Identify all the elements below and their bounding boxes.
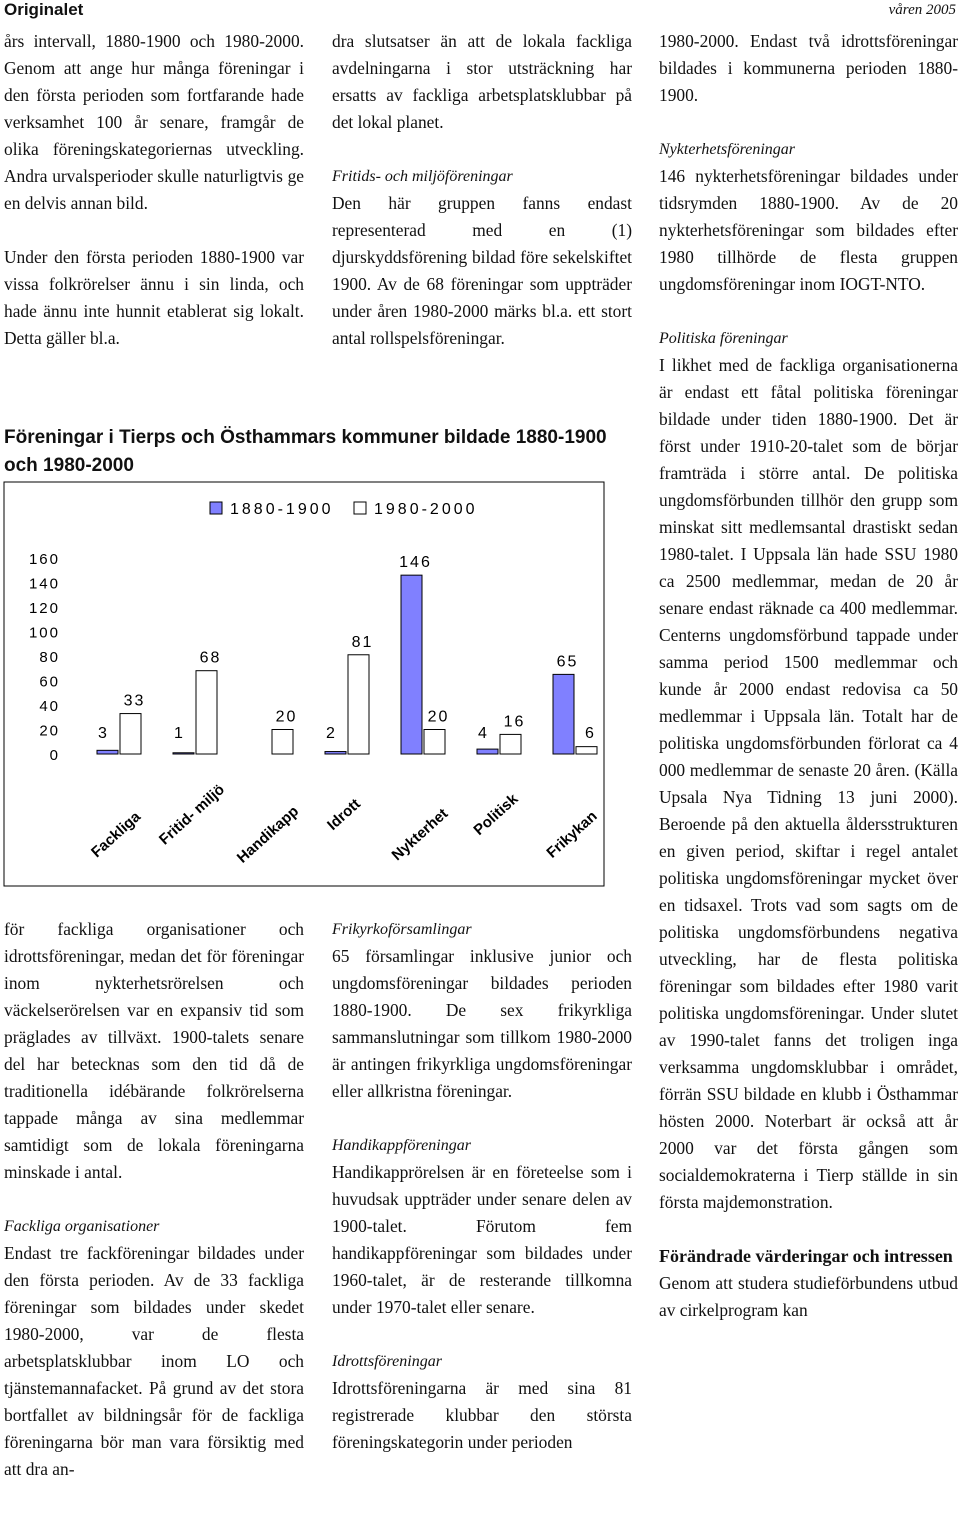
data-label: 33 <box>123 692 146 710</box>
column-3 <box>659 28 958 1324</box>
paragraph: 146 nykterhetsföreningar bildades under tidsrymden 1880-1900. Av de 20 nykterhetsföreningar som bildades efter 1980 tillhörde de flesta gruppen ungdomsföreningar inom IOGT-NTO. <box>659 166 958 294</box>
data-label: 1 <box>174 725 185 742</box>
section-heading-idrott: Idrottsföreningar <box>332 1353 442 1370</box>
y-tick-label: 140 <box>28 575 60 593</box>
y-tick-label: 60 <box>39 673 60 691</box>
x-tick-label: Fackliga <box>87 808 144 862</box>
column-1-bottom <box>4 916 304 1483</box>
paragraph: 1980-2000. Endast två idrottsföreningar bildades i kommunerna perioden 1880-1900. <box>659 31 958 105</box>
header-source-label: Originalet <box>4 0 84 19</box>
bar <box>196 671 217 754</box>
data-label: 2 <box>326 725 337 742</box>
data-label: 68 <box>199 649 222 667</box>
section-heading-forandrade: Förändrade värderingar och intressen <box>659 1246 953 1266</box>
bar <box>325 752 346 754</box>
x-tick-label: Frikykan <box>543 807 601 862</box>
paragraph: Under den första perioden 1880-1900 var vissa folkrörelser ännu i sin linda, och hade ännu inte hunnit etablerat sig lokalt. Detta gäller bl.a. <box>4 247 304 348</box>
legend-swatch <box>354 502 366 514</box>
bar <box>272 730 293 755</box>
legend-label: 1980-2000 <box>374 501 478 518</box>
paragraph: dra slutsatser än att de lokala fackliga avdelningarna i stor utsträckning har ersatts av fackliga arbetsplatsklubbar på det lokal planet. <box>332 31 632 132</box>
data-label: 16 <box>503 713 526 731</box>
data-label: 6 <box>585 725 596 742</box>
y-tick-label: 80 <box>39 649 60 666</box>
column-2-bottom <box>332 916 632 1456</box>
bar-chart <box>0 478 640 890</box>
paragraph: 65 församlingar inklusive junior och ungdomsföreningar bildades perioden 1880-1900. De sex frikyrkliga sammanslutningar som tillkom 1980-2000 är antingen frikyrkliga ungdomsföreningar eller allkristna föreningar. <box>332 946 632 1101</box>
column-1-top <box>4 28 304 352</box>
legend-swatch <box>210 502 222 514</box>
data-label: 65 <box>556 653 579 671</box>
paragraph: Den här gruppen fanns endast representerad med en (1) djurskyddsförening bildad före sekelskiftet 1900. Av de 68 föreningar som uppträder under åren 1980-2000 märks bl.a. ett stort antal rollspelsföreningar. <box>332 193 632 348</box>
x-tick-label: Nykterhet <box>388 805 452 865</box>
chart-frame <box>4 482 604 886</box>
x-tick-label: Idrott <box>324 795 364 834</box>
chart-title: Föreningar i Tierps och Östhammars kommuner bildade 1880-1900 och 1980-2000 <box>4 427 607 476</box>
data-label: 146 <box>399 554 432 572</box>
section-heading-handikapp: Handikappföreningar <box>332 1137 471 1154</box>
y-tick-label: 0 <box>49 747 60 764</box>
y-tick-label: 100 <box>28 624 60 642</box>
paragraph: I likhet med de fackliga organisationerna är endast ett fåtal politiska föreningar bildade under tiden 1880-1900. Det är först under 1910-20-talet som de börjar framträda i större antal. De politiska ungdomsförbunden tillhör den grupp som minskat sitt medlemsantal drastiskt sedan 1980-talet. I Uppsala län hade SSU 1980 ca 2500 medlemmar, medan de 20 år senare endast räknade ca 400 medlemmar. Centerns ungdomsförbund tappade under samma period 1500 medlemmar och kunde år 2000 endast redovisa ca 50 medlemmar i Uppsala län. Totalt har de politiska ungdomsförbunden förlorat ca 4 000 medlemmar de senaste 20 åren. (Källa Upsala Nya Tidning 13 juni 2000). Beroende på den aktuella åldersstrukturen en given period, skiftar i regel antalet politiska ungdomsföreningar mycket över en tidsaxel. Trots vad som sagts om de politiska ungdomsförbundens negativa utveckling, har de flesta politiska föreningar som bildades efter 1980 varit politiska ungdomsföreningar. Under slutet av 1990-talet fanns det troligen inga verksamma ungdomsklubbar i området, förrän SSU bildade en klubb i Östhammar hösten 2000. Noterbart är också att år 2000 var det första gången som socialdemokraterna i Tierp ställde in sin första majdemonstration. <box>659 355 958 1212</box>
y-tick-label: 160 <box>28 551 60 568</box>
paragraph: Idrottsföreningarna är med sina 81 registrerade klubbar den största föreningskategorin under perioden <box>332 1378 632 1452</box>
bar <box>553 674 574 754</box>
x-tick-label: Handikapp <box>233 802 303 867</box>
bar <box>401 575 422 754</box>
paragraph: års intervall, 1880-1900 och 1980-2000. Genom att ange hur många föreningar i den första perioden som fortfarande hade verksamhet 100 år senare, framgår de olika föreningskategoriernas utveckling. Andra urvalsperioder skulle naturligtvis ge en delvis annan bild. <box>4 31 304 213</box>
bar <box>173 753 194 754</box>
data-label: 20 <box>275 708 298 726</box>
y-tick-label: 40 <box>39 698 60 715</box>
data-label: 3 <box>98 725 109 742</box>
paragraph: för fackliga organisationer och idrottsföreningar, medan det för föreningar inom nykterhetsrörelsen och väckelserörelsen var en expansiv tid som präglades av tillväxt. 1900-talets senare del har betecknas som den tid då de traditionella idébärande folkrörelserna tappade många av sina medlemmar samtidigt som de lokala föreningarna minskade i antal. <box>4 919 304 1182</box>
paragraph: Genom att studera studieförbundens utbud av cirkelprogram kan <box>659 1273 958 1320</box>
paragraph: Handikapprörelsen är en företeelse som i huvudsak uppträder under senare delen av 1900-talet. Förutom fem handikappföreningar som bildades under 1960-talet, är de resterande tillkomna under 1970-talet eller senare. <box>332 1162 632 1317</box>
x-tick-label: Fritid- miljö <box>155 781 229 849</box>
bar <box>97 750 118 754</box>
section-heading-fack: Fackliga organisationer <box>4 1218 160 1235</box>
data-label: 20 <box>427 708 450 726</box>
column-2-top <box>332 28 632 352</box>
bar <box>120 714 141 754</box>
data-label: 81 <box>351 633 374 651</box>
bar <box>348 655 369 754</box>
y-tick-label: 20 <box>39 722 60 740</box>
data-label: 4 <box>478 725 489 742</box>
bar <box>576 747 597 754</box>
bar <box>424 730 445 755</box>
section-heading-politisk: Politiska föreningar <box>659 330 788 347</box>
bar <box>500 734 521 754</box>
bar <box>477 749 498 754</box>
section-heading-fritid: Fritids- och miljöföreningar <box>332 168 513 185</box>
section-heading-nykter: Nykterhetsföreningar <box>659 141 795 158</box>
y-tick-label: 120 <box>28 600 60 617</box>
section-heading-frikyrk: Frikyrkoförsamlingar <box>332 921 472 938</box>
header-date-label: våren 2005 <box>888 2 956 18</box>
paragraph: Endast tre fackföreningar bildades under den första perioden. Av de 33 fackliga föreningar som bildades under skedet 1980-2000, var de flesta arbetsplatsklubbar inom LO och tjänstemannafacket. På grund av det stora bortfallet av bildningsår för de fackliga föreningarna bör man vara försiktig med att dra an- <box>4 1243 304 1479</box>
legend-label: 1880-1900 <box>230 501 334 518</box>
x-tick-label: Politisk <box>470 790 522 839</box>
